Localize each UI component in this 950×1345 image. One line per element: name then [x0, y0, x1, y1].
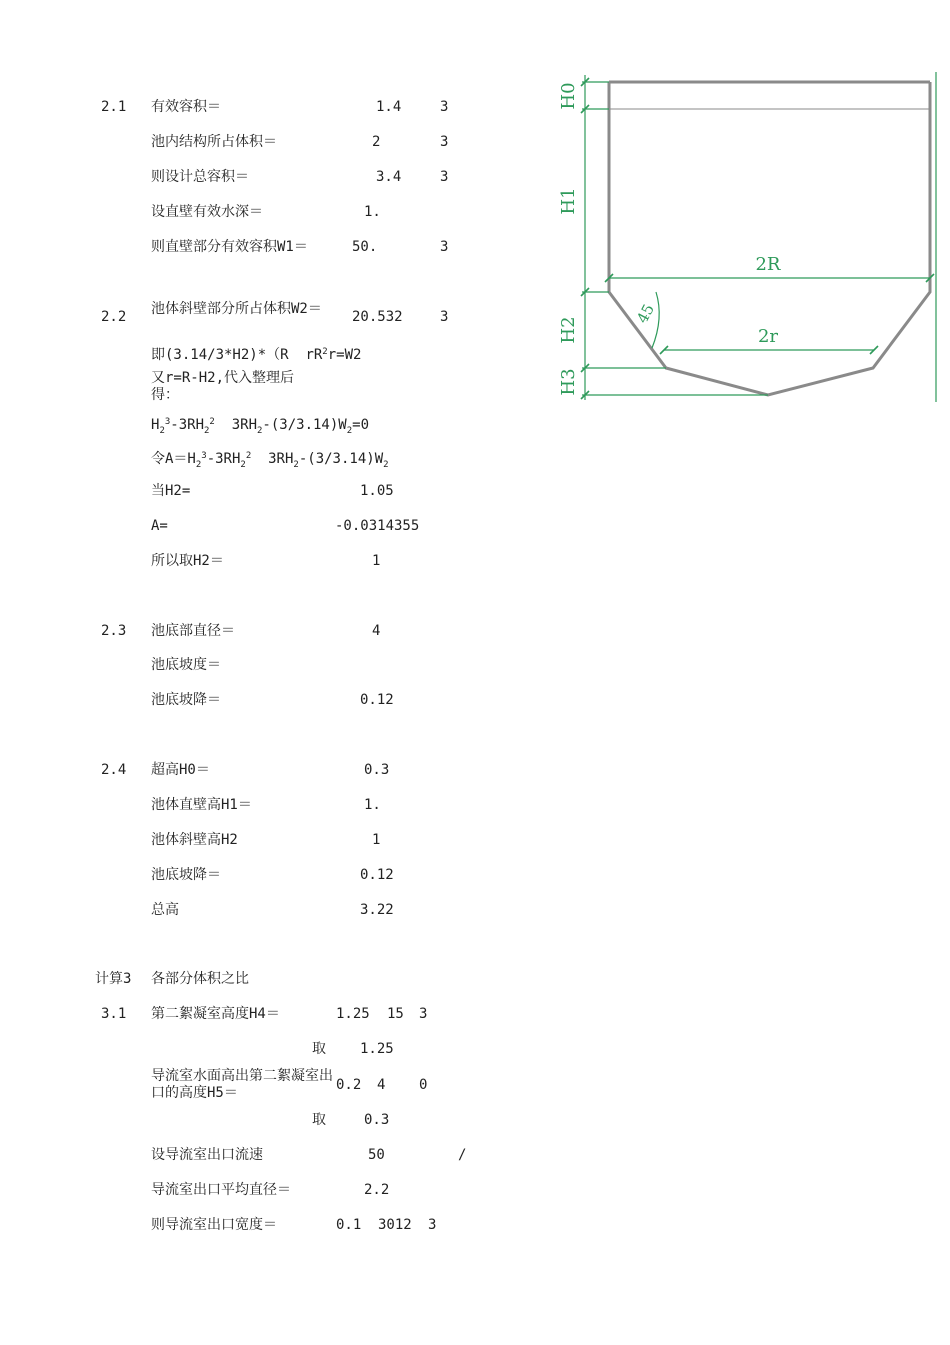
h1-dimension-label: H1	[558, 187, 579, 215]
equation-line: 令$A=H_2^3-3RH_2^2$ $3RH_2-(3/3.14)W_2$	[151, 451, 389, 470]
bottom-slope-label: 池底坡度＝	[151, 657, 221, 673]
a-value: -0.0314355	[335, 518, 420, 534]
outlet-velocity-label: 设导流室出口流速	[151, 1147, 263, 1163]
take-label: 取	[312, 1041, 326, 1057]
h5-value: 0.2	[336, 1077, 362, 1093]
take-label: 取	[312, 1112, 326, 1128]
dimension-ticks	[581, 78, 934, 399]
w2-value: 20.532	[352, 309, 403, 325]
h2-dimension-label: H2	[558, 316, 579, 344]
water-depth-label: 设直壁有效水深＝	[151, 204, 263, 220]
w1-value: 50.	[352, 239, 378, 255]
h1-value: 1.	[364, 797, 381, 813]
big-diameter-label: 2R	[755, 254, 781, 275]
tank-section-diagram	[552, 70, 942, 410]
effective-volume-value: 1.4	[376, 99, 402, 115]
h2-take-value: 1	[372, 553, 381, 569]
angle-label: 45	[633, 300, 659, 327]
outlet-width-label: 则导流室出口宽度＝	[151, 1217, 277, 1233]
small-diameter-label: 2r	[757, 326, 779, 347]
w2-label: 池体斜壁部分所占体积W2＝	[151, 301, 322, 317]
structure-volume-label: 池内结构所占体积＝	[151, 134, 277, 150]
outlet-width-factor: 3012	[378, 1217, 412, 1233]
h4-factor: 15	[387, 1006, 404, 1022]
h0-dimension-label: H0	[558, 82, 579, 110]
a-label: A=	[151, 518, 168, 534]
outlet-velocity-value: 50	[368, 1147, 385, 1163]
unit-text: 3	[440, 134, 449, 150]
outlet-diameter-label: 导流室出口平均直径＝	[151, 1182, 291, 1198]
equation-line: $H_2^3-3RH_2^2$ $3RH_2-(3/3.14)W_2=0$	[151, 417, 369, 436]
bottom-drop-value: 0.12	[360, 692, 394, 708]
unit-text: 3	[440, 169, 449, 185]
h5-take-value: 0.3	[364, 1112, 390, 1128]
h3-dimension-label: H3	[558, 368, 579, 396]
section-number: 2.4	[101, 762, 127, 778]
total-volume-value: 3.4	[376, 169, 402, 185]
total-height-label: 总高	[151, 902, 179, 918]
h4-label: 第二絮凝室高度H4＝	[151, 1006, 280, 1022]
section-number: 2.2	[101, 309, 127, 325]
h5-factor: 4	[377, 1077, 386, 1093]
h4-extra: 3	[419, 1006, 428, 1022]
h0-label: 超高H0＝	[151, 762, 210, 778]
h5-extra: 0	[419, 1077, 428, 1093]
bottom-drop-label: 池底坡降＝	[151, 867, 221, 883]
h2-value: 1	[372, 832, 381, 848]
h1-label: 池体直壁高H1＝	[151, 797, 252, 813]
structure-volume-value: 2	[372, 134, 381, 150]
h0-value: 0.3	[364, 762, 390, 778]
w1-label: 则直壁部分有效容积W1＝	[151, 239, 308, 255]
calc-number: 计算3	[95, 971, 132, 987]
bottom-diameter-value: 4	[372, 623, 381, 639]
unit-text: 3	[440, 99, 449, 115]
h2-trial-label: 当H2=	[151, 483, 191, 499]
bottom-drop-label: 池底坡降＝	[151, 692, 221, 708]
total-volume-label: 则设计总容积＝	[151, 169, 249, 185]
unit-text: 3	[440, 309, 449, 325]
bottom-diameter-label: 池底部直径＝	[151, 623, 235, 639]
dimension-labels	[558, 82, 781, 395]
bottom-drop-value: 0.12	[360, 867, 394, 883]
derivation-note: 又r=R-H2,代入整理后得：	[151, 370, 295, 403]
section-number: 2.1	[101, 99, 127, 115]
section-number: 2.3	[101, 623, 127, 639]
water-depth-value: 1.	[364, 204, 381, 220]
outlet-width-value: 0.1	[336, 1217, 362, 1233]
equation-line: 即(3.14/3*H2)*（R $rR^2r=W2$	[151, 347, 362, 363]
h2-label: 池体斜壁高H2	[151, 832, 238, 848]
calc-title: 各部分体积之比	[151, 971, 249, 987]
h4-take-value: 1.25	[360, 1041, 394, 1057]
h2-trial-value: 1.05	[360, 483, 394, 499]
h5-label: 导流室水面高出第二絮凝室出口的高度H5＝	[151, 1068, 333, 1101]
section-number: 3.1	[101, 1006, 127, 1022]
unit-text: 3	[440, 239, 449, 255]
tank-outline	[609, 82, 930, 395]
h4-value: 1.25	[336, 1006, 370, 1022]
h2-take-label: 所以取H2＝	[151, 553, 224, 569]
unit-text: /	[458, 1147, 467, 1163]
outlet-diameter-value: 2.2	[364, 1182, 390, 1198]
outlet-width-extra: 3	[428, 1217, 437, 1233]
total-height-value: 3.22	[360, 902, 394, 918]
effective-volume-label: 有效容积＝	[151, 99, 221, 115]
